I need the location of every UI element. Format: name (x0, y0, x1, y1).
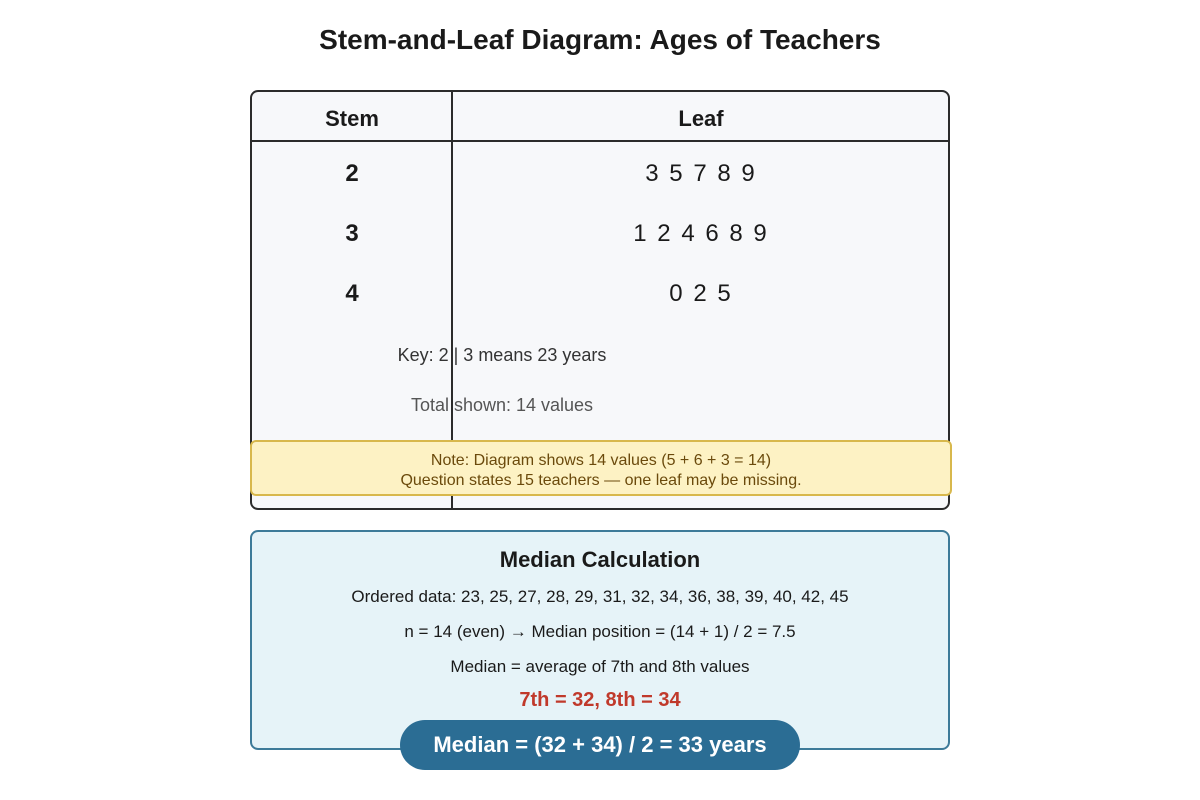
missing-value-note (250, 440, 952, 496)
stem-value: 4 (345, 280, 359, 307)
header-divider (252, 140, 948, 142)
median-title: Median Calculation (499, 547, 701, 572)
middle-values: 7th = 32, 8th = 34 (519, 689, 681, 711)
median-calculation-box (250, 530, 950, 750)
note-line-2: Question states 15 teachers — one leaf may be missing. (400, 472, 802, 489)
stem-value: 3 (345, 220, 359, 247)
total-text: Total shown: 14 values (410, 395, 594, 415)
leaf-values: 3 5 7 8 9 (645, 160, 757, 187)
stem-row-2 (252, 160, 948, 192)
key-text: Key: 2 | 3 means 23 years (397, 345, 607, 365)
median-result: Median = (32 + 34) / 2 = 33 years (400, 720, 800, 770)
ordered-data: Ordered data: 23, 25, 27, 28, 29, 31, 32, 34, 36, 38, 39, 40, 42, 45 (351, 587, 849, 606)
stem-header: Stem (325, 106, 379, 131)
stem-value: 2 (345, 160, 359, 187)
stem-row-4 (252, 280, 948, 312)
median-method: Median = average of 7th and 8th values (450, 657, 750, 676)
note-line-1: Note: Diagram shows 14 values (5 + 6 + 3 = 14) (430, 452, 772, 469)
median-position: n = 14 (even) → Median position = (14 + 1) / 2 = 7.5 (404, 622, 796, 641)
stem-leaf-table (250, 90, 950, 510)
stem-row-3 (252, 220, 948, 252)
page-title: Stem-and-Leaf Diagram: Ages of Teachers (319, 24, 881, 55)
leaf-values: 1 2 4 6 8 9 (633, 220, 769, 247)
leaf-values: 0 2 5 (669, 280, 733, 307)
leaf-header: Leaf (678, 106, 724, 131)
